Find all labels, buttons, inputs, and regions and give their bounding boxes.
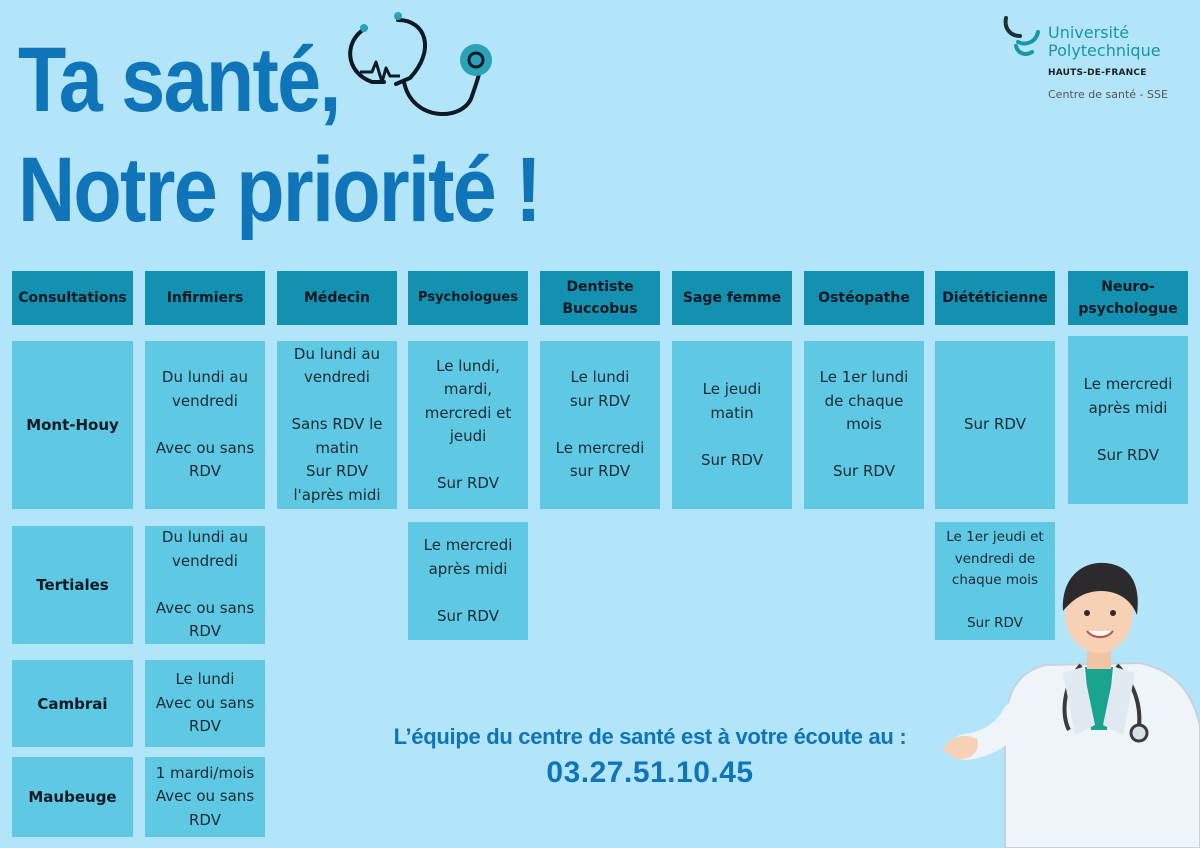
cell-maubeuge-infirmiers: 1 mardi/mois Avec ou sans RDV [145,757,265,837]
cell-tertiales-infirmiers: Du lundi au vendredi Avec ou sans RDV [145,526,265,644]
contact-block [320,724,980,790]
title-line-1: Ta santé, [18,29,340,131]
header-medecin: Médecin [277,271,397,325]
header-psychologues: Psychologues [408,271,528,325]
logo-region: HAUTS-DE-FRANCE [1048,68,1147,78]
site-cambrai: Cambrai [12,660,133,747]
site-maubeuge: Maubeuge [12,757,133,837]
cell-mont-houy-medecin: Du lundi au vendredi Sans RDV le matin Sur RDV l'après midi [277,341,397,509]
site-tertiales: Tertiales [12,526,133,644]
cell-mont-houy-dentiste: Le lundi sur RDV Le mercredi sur RDV [540,341,660,509]
header-dieteticienne: Diététicienne [935,271,1055,325]
cell-mont-houy-dieteticienne: Sur RDV [935,341,1055,509]
contact-phone[interactable]: 03.27.51.10.45 [546,756,754,789]
doctor-illustration [935,555,1200,848]
cell-mont-houy-neuropsychologue: Le mercredi après midi Sur RDV [1068,336,1188,504]
logo-name-line-1: Université [1048,23,1130,42]
stethoscope-icon [338,10,498,130]
cell-mont-houy-infirmiers: Du lundi au vendredi Avec ou sans RDV [145,341,265,509]
cell-mont-houy-psychologues: Le lundi, mardi, mercredi et jeudi Sur RDV [408,341,528,509]
cell-tertiales-psychologues: Le mercredi après midi Sur RDV [408,522,528,640]
cell-mont-houy-osteopathe: Le 1er lundi de chaque mois Sur RDV [804,341,924,509]
header-consultations: Consultations [12,271,133,325]
contact-message: L’équipe du centre de santé est à votre écoute au : [393,724,907,749]
cell-mont-houy-sage-femme: Le jeudi matin Sur RDV [672,341,792,509]
university-logo-icon [1002,14,1044,60]
university-logo [1002,14,1192,104]
header-sage-femme: Sage femme [672,271,792,325]
cell-tertiales-dieteticienne: Le 1er jeudi et vendredi de chaque mois Sur RDV [935,522,1055,640]
title-line-2: Notre priorité ! [18,139,540,241]
header-infirmiers: Infirmiers [145,271,265,325]
cell-cambrai-infirmiers: Le lundi Avec ou sans RDV [145,660,265,747]
header-osteopathe: Ostéopathe [804,271,924,325]
site-mont-houy: Mont-Houy [12,341,133,509]
logo-service: Centre de santé - SSE [1048,88,1168,101]
header-dentiste: Dentiste Buccobus [540,271,660,325]
logo-name-line-2: Polytechnique [1048,41,1161,60]
header-neuropsychologue: Neuro- psychologue [1068,271,1188,325]
